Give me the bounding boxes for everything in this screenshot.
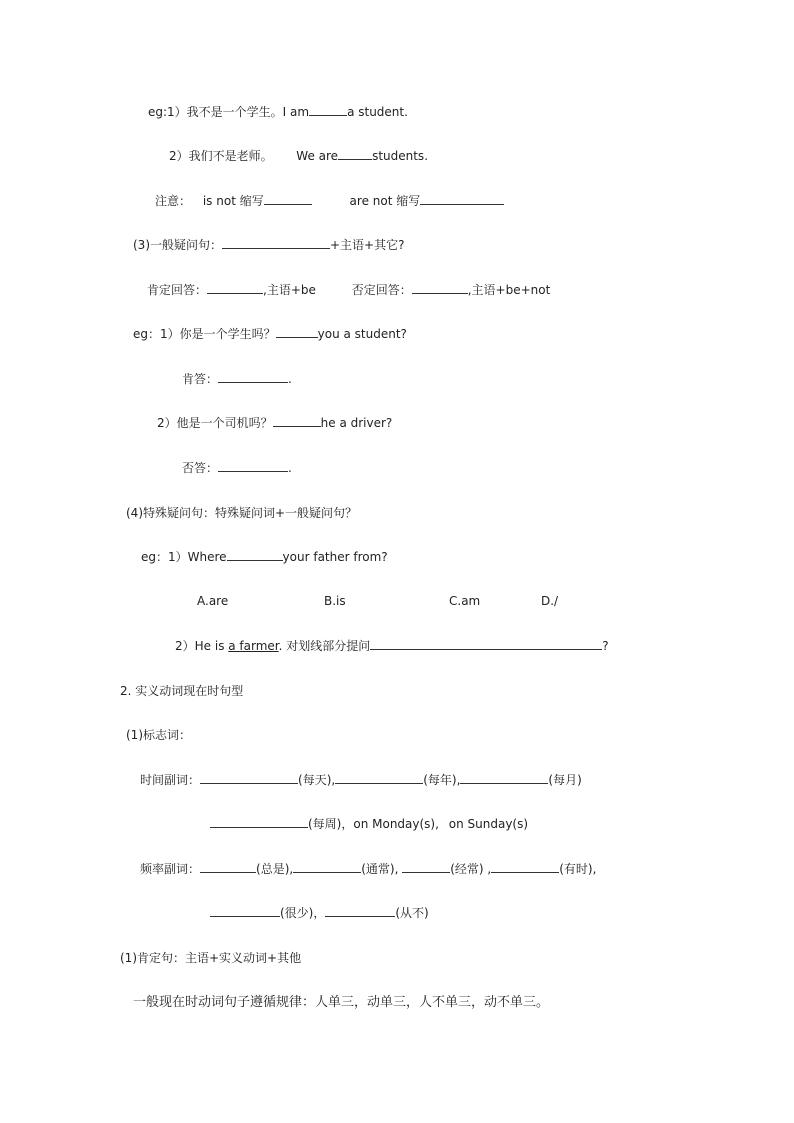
rule-text: 一般现在时动词句子遵循规律：人单三，动单三，人不单三，动不单三。: [133, 995, 550, 1010]
general-question-rest: +主语+其它?: [330, 238, 405, 252]
note-isnot: is not 缩写: [202, 194, 264, 208]
blank-every-day[interactable]: [200, 772, 298, 784]
positive-reply-label: 肯答：: [182, 372, 219, 386]
blank-positive-answer[interactable]: [207, 282, 263, 294]
affirmative-sentence-text: (1)肯定句：主语+实义动词+其他: [120, 951, 302, 965]
every-month-hint: (每月): [548, 773, 582, 787]
section-2-title: 2. 实义动词现在时句型: [120, 684, 244, 698]
blank-negative-reply[interactable]: [218, 460, 288, 472]
blank-q2[interactable]: [273, 415, 321, 427]
example-question-1-end: you a student?: [317, 327, 407, 341]
example-2-en: We are: [296, 149, 339, 163]
marker-words-title: (1)标志词：: [126, 728, 191, 742]
negative-answer-label: 否定回答：: [351, 283, 412, 297]
example-question-2-text: 2）他是一个司机吗？: [157, 416, 273, 430]
note-arenot: are not 缩写: [349, 194, 421, 208]
blank-every-year[interactable]: [335, 772, 423, 784]
usually-hint: (通常),: [361, 862, 399, 876]
example-where-line: [141, 549, 388, 565]
question-mark: ?: [602, 639, 609, 653]
always-hint: (总是),: [256, 862, 294, 876]
time-adverbs-label: 时间副词：: [140, 773, 201, 787]
time-adverbs-line-2: [210, 816, 528, 832]
example-where-text: eg：1）Where: [141, 550, 227, 564]
example-2-line: [169, 148, 428, 164]
example-1-line: [148, 104, 408, 120]
blank-positive-reply[interactable]: [218, 371, 288, 383]
general-question-label: (3)一般疑问句：: [133, 238, 222, 252]
option-d[interactable]: D./: [541, 594, 559, 608]
affirmative-sentence-line: [120, 950, 301, 966]
blank-arenot-abbr[interactable]: [420, 193, 504, 205]
example-2-end: students.: [372, 149, 429, 163]
option-c[interactable]: C.am: [449, 594, 481, 608]
section-2-heading: [120, 683, 243, 699]
example-1-text: eg:1）我不是一个学生。I am: [148, 105, 310, 119]
period: .: [288, 461, 292, 475]
every-year-hint: (每年),: [423, 773, 461, 787]
negative-reply-line: [182, 460, 292, 476]
on-sundays-text: on Sunday(s): [448, 817, 529, 831]
blank-q1[interactable]: [276, 326, 318, 338]
marker-words-heading: [126, 727, 191, 743]
positive-answer-label: 肯定回答：: [147, 283, 208, 297]
example-where-end: your father from?: [282, 550, 388, 564]
note-line: [155, 193, 504, 209]
often-hint: (经常) ,: [450, 862, 492, 876]
rule-line: [133, 995, 549, 1011]
never-hint: (从不): [395, 906, 429, 920]
blank-every-week[interactable]: [210, 816, 308, 828]
blank-am-not[interactable]: [309, 104, 347, 116]
example-farmer-text: 2）He is: [175, 639, 229, 653]
general-question-line: [133, 237, 404, 253]
blank-never[interactable]: [325, 905, 395, 917]
note-label: 注意：: [155, 194, 192, 208]
seldom-hint: (很少)，: [280, 906, 326, 920]
frequency-adverbs-line: [140, 861, 596, 877]
blank-are-not[interactable]: [338, 148, 372, 160]
blank-farmer-question[interactable]: [370, 638, 602, 650]
blank-general-question[interactable]: [222, 237, 330, 249]
example-farmer-instruction: . 对划线部分提问: [278, 639, 371, 653]
frequency-adverbs-line-2: [210, 905, 429, 921]
sometimes-hint: (有时),: [559, 862, 597, 876]
option-a[interactable]: A.are: [197, 594, 229, 608]
blank-often[interactable]: [402, 861, 450, 873]
example-farmer-line: [175, 638, 609, 654]
blank-always[interactable]: [200, 861, 256, 873]
blank-every-month[interactable]: [460, 772, 548, 784]
blank-negative-answer[interactable]: [412, 282, 468, 294]
negative-answer-rest: ,主语+be+not: [467, 283, 551, 297]
example-question-2: [157, 415, 392, 431]
option-b[interactable]: B.is: [324, 594, 346, 608]
blank-where[interactable]: [227, 549, 283, 561]
special-question-heading: [126, 505, 357, 521]
blank-sometimes[interactable]: [491, 861, 559, 873]
positive-answer-rest: ,主语+be: [263, 283, 316, 297]
example-1-end: a student.: [347, 105, 408, 119]
period: .: [288, 372, 292, 386]
underlined-phrase: a farmer: [228, 639, 279, 653]
frequency-adverbs-label: 频率副词：: [140, 862, 201, 876]
blank-isnot-abbr[interactable]: [264, 193, 312, 205]
blank-seldom[interactable]: [210, 905, 280, 917]
positive-reply-line: [182, 371, 292, 387]
answer-rule-line: [147, 282, 550, 298]
example-question-1: [133, 326, 407, 342]
example-question-1-text: eg：1）你是一个学生吗？: [133, 327, 276, 341]
time-adverbs-line: [140, 772, 582, 788]
blank-usually[interactable]: [293, 861, 361, 873]
negative-reply-label: 否答：: [182, 461, 219, 475]
every-week-hint: (每周)，on Monday(s),: [308, 817, 439, 831]
example-2-text: 2）我们不是老师。: [169, 149, 273, 163]
every-day-hint: (每天),: [298, 773, 336, 787]
special-question-text: (4)特殊疑问句：特殊疑问词+一般疑问句？: [126, 506, 358, 520]
example-question-2-end: he a driver?: [320, 416, 393, 430]
